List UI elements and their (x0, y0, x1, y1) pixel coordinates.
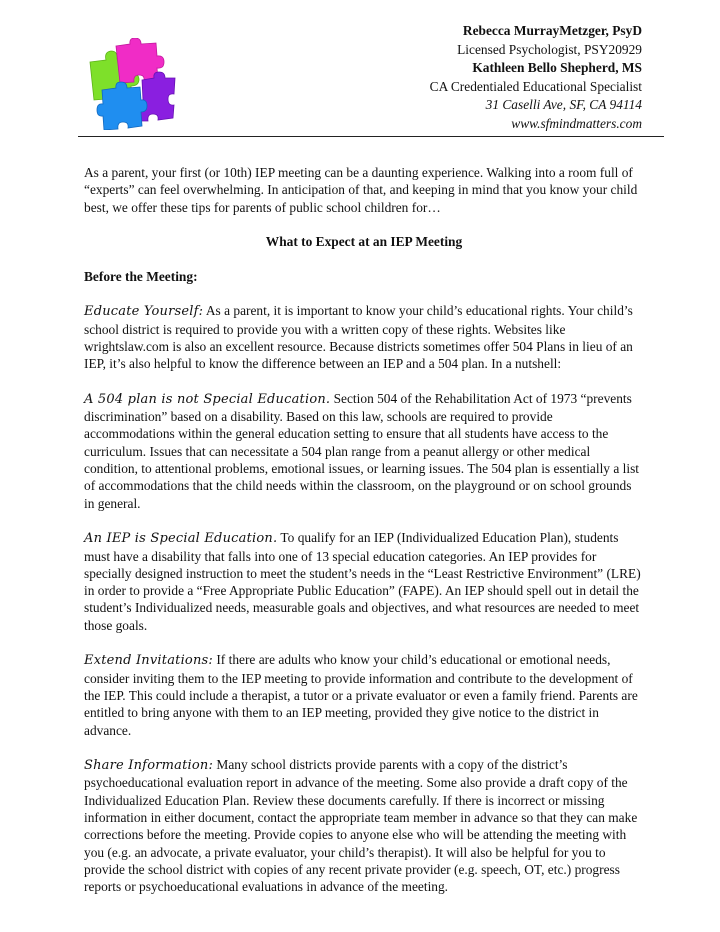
letterhead-title-2: CA Credentialed Educational Specialist (429, 78, 642, 94)
paragraph-lead: Share Information: (84, 758, 214, 774)
paragraph-lead: A 504 plan is not Special Education. (84, 391, 331, 407)
letterhead-name-2: Kathleen Bello Shepherd, MS (472, 60, 642, 75)
paragraph-lead: An IEP is Special Education. (84, 531, 278, 547)
paragraph-text: To qualify for an IEP (Individualized Education Plan), students must have a disability that falls into one of 13 special education categories. An IEP provides for specially designed instruction to meet the student’s needs in the “Least Restrictive Environment” (LRE) in order to provide a “Free Appropriate Public Education” (FAPE). An IEP should spell out in detail the student’s Individualized needs, measurable goals and objectives, and what resources are needed to meet those goals. (84, 530, 641, 633)
letterhead-website: www.sfmindmatters.com (511, 115, 642, 131)
document-body (84, 164, 644, 913)
letterhead-title-1: Licensed Psychologist, PSY20929 (457, 41, 642, 57)
purple-puzzle-piece (136, 72, 175, 121)
letterhead-address: 31 Caselli Ave, SF, CA 94114 (485, 97, 642, 112)
paragraph-extend-invitations (84, 651, 644, 738)
section-heading: Before the Meeting: (84, 268, 198, 284)
paragraph-lead: Extend Invitations: (84, 653, 213, 669)
letterhead (322, 22, 642, 133)
puzzle-pieces-icon (84, 38, 176, 130)
paragraph-text: As a parent, it is important to know your child’s educational rights. Your child’s school district is required to provide you with a written copy of these rights. Websites like wrightslaw.com is also an excellent resource. Because districts sometimes offer 504 Plans in lieu of an IEP, it’s also helpful to know the difference between an IEP and a 504 plan. In a nutshell: (84, 303, 633, 372)
paragraph-text: Many school districts provide parents with a copy of the district’s psychoeducational evaluation report in advance of the meeting. Some also provide a draft copy of the Individualized Education Plan. Review these documents carefully. If there is incorrect or missing information in either document, contact the appropriate team member in advance so that they can make corrections before the meeting. Provide copies to anyone else who will be attending the meeting with you (e.g. an advocate, a private evaluator, your child’s therapist). It will also be helpful for you to provide the school district with copies of any recent private provider (e.g. speech, OT, etc.) progress reports or psychoeducational evaluations in advance of the meeting. (84, 757, 638, 895)
paragraph-text: Section 504 of the Rehabilitation Act of 1973 “prevents discrimination” based on a disability. Based on this law, schools are required to provide accommodations within the general education setting to ensure that all students have access to the curriculum. Issues that can necessitate a 504 plan range from a peanut allergy or other medical condition, to attentional problems, emotional issues, or learning issues. The 504 plan is essentially a list of accommodations that the child needs within the classroom, on the playground or on school grounds in general. (84, 390, 640, 511)
paragraph-text: If there are adults who know your child’s educational or emotional needs, consider inviting them to the IEP meeting to provide information and contribute to the development of the IEP. This could include a therapist, a tutor or a private evaluator or even a family friend. Parents are entitled to bring anyone with them to an IEP meeting, provided they give notice to the district in advance. (84, 652, 638, 738)
paragraph-lead: Educate Yourself: (84, 304, 204, 320)
document-title: What to Expect at an IEP Meeting (265, 234, 463, 250)
paragraph-iep (84, 529, 644, 634)
paragraph-educate-yourself (84, 302, 644, 372)
intro-paragraph: As a parent, your first (or 10th) IEP meeting can be a daunting experience. Walking into a room full of “experts” can feel overwhelming. In anticipation of that, and keeping in mind that you know your child best, we offer these tips for parents of public school children for… (84, 165, 638, 215)
paragraph-share-information (84, 756, 644, 895)
letterhead-name-1: Rebecca MurrayMetzger, PsyD (462, 23, 642, 38)
paragraph-504-plan (84, 390, 644, 512)
header-divider (78, 136, 664, 137)
